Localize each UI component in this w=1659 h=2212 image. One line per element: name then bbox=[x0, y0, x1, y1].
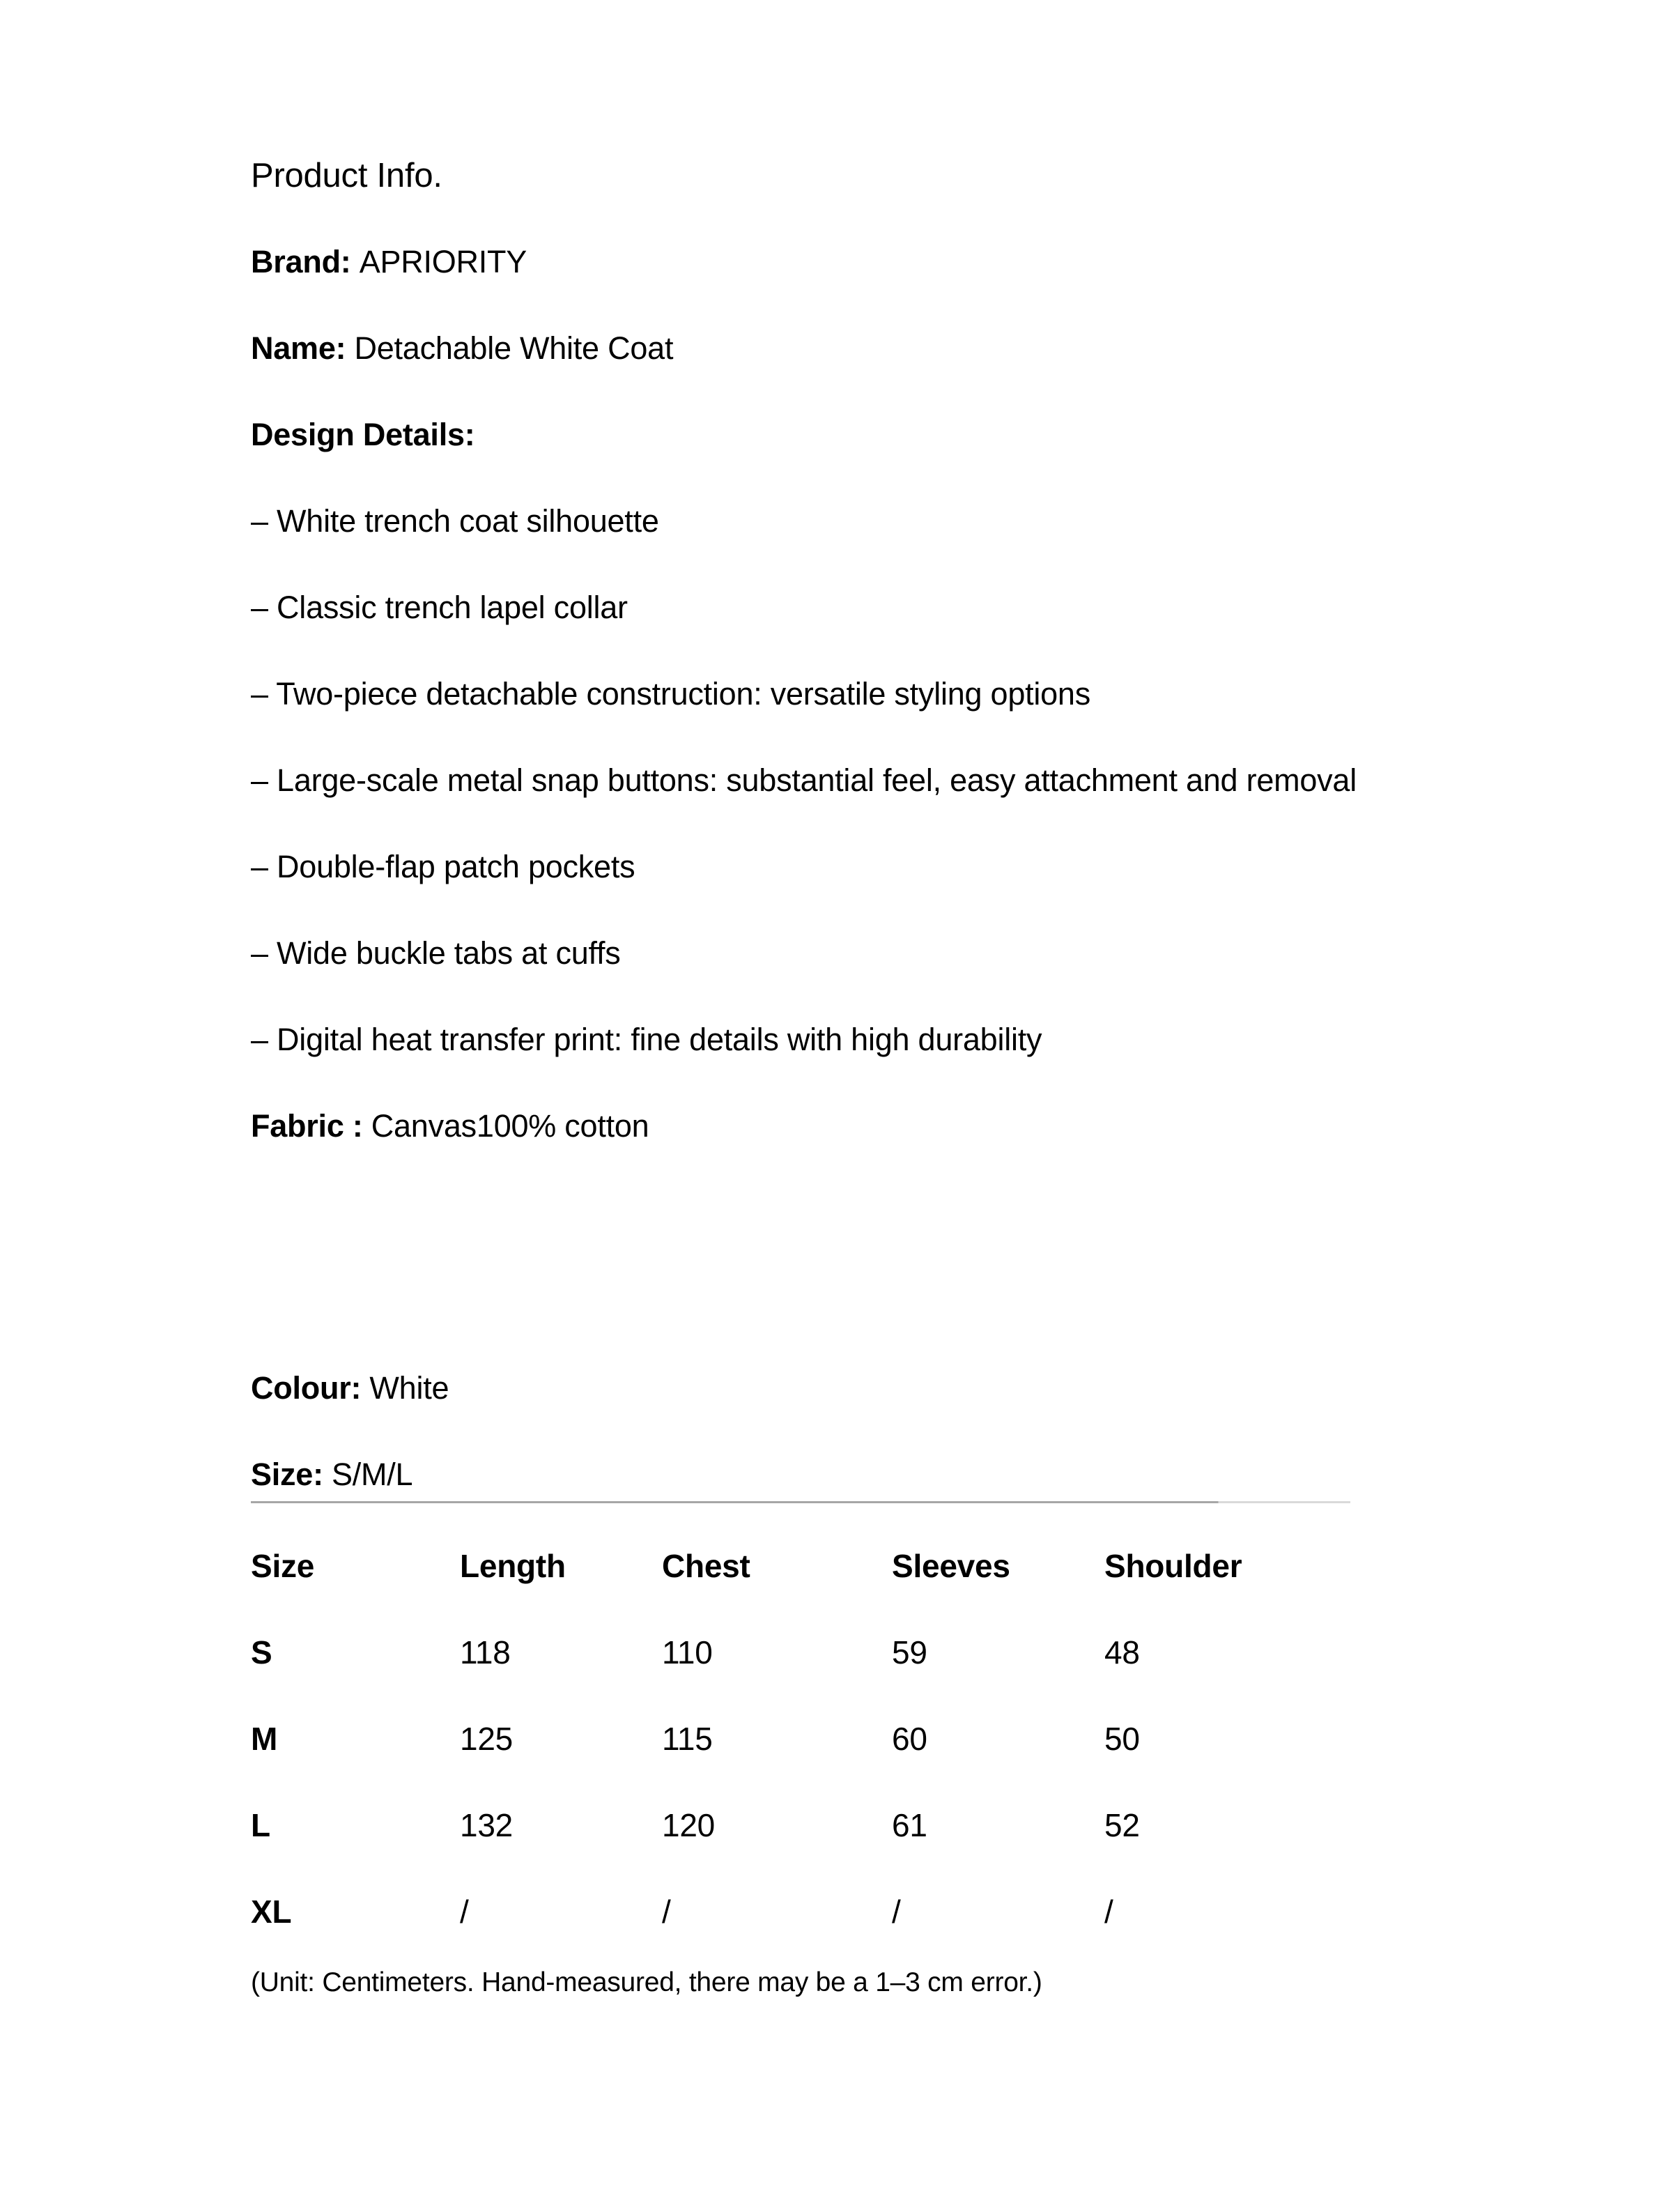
design-details-heading: Design Details: bbox=[251, 417, 475, 452]
colour-field bbox=[251, 1369, 1387, 1408]
column-header-length: Length bbox=[460, 1548, 566, 1584]
colour-value: White bbox=[369, 1370, 449, 1406]
design-detail-item: – Large-scale metal snap buttons: substantial feel, easy attachment and removal bbox=[251, 762, 1357, 798]
column-header-chest: Chest bbox=[662, 1548, 750, 1584]
row-label-m: M bbox=[251, 1721, 278, 1757]
section-gap bbox=[251, 1193, 1387, 1369]
cell-sleeves: 59 bbox=[892, 1634, 927, 1670]
cell-sleeves: 60 bbox=[892, 1721, 927, 1757]
cell-shoulder: 50 bbox=[1104, 1721, 1140, 1757]
design-detail-item: – Digital heat transfer print: fine details with high durability bbox=[251, 1022, 1042, 1057]
brand-value: APRIORITY bbox=[359, 244, 527, 279]
brand-field bbox=[251, 243, 1387, 282]
design-detail-item: – Two-piece detachable construction: versatile styling options bbox=[251, 676, 1090, 712]
cell-sleeves: 61 bbox=[892, 1807, 927, 1843]
cell-sleeves: / bbox=[892, 1894, 901, 1930]
name-label: Name: bbox=[251, 330, 346, 366]
cell-chest: / bbox=[662, 1894, 671, 1930]
cell-chest: 120 bbox=[662, 1807, 716, 1843]
size-field bbox=[251, 1455, 1387, 1494]
cell-shoulder: 48 bbox=[1104, 1634, 1140, 1670]
column-header-size: Size bbox=[251, 1548, 315, 1584]
measurement-note: (Unit: Centimeters. Hand-measured, there may be a 1–3 cm error.) bbox=[251, 1967, 1042, 1997]
horizontal-divider bbox=[251, 1501, 1350, 1503]
size-chart-table bbox=[251, 1523, 1387, 1955]
column-header-sleeves: Sleeves bbox=[892, 1548, 1010, 1584]
page-title: Product Info. bbox=[251, 157, 442, 194]
name-value: Detachable White Coat bbox=[354, 330, 674, 366]
fabric-label: Fabric : bbox=[251, 1108, 363, 1144]
cell-chest: 110 bbox=[662, 1634, 713, 1670]
design-detail-item: – White trench coat silhouette bbox=[251, 503, 659, 539]
column-header-shoulder: Shoulder bbox=[1104, 1548, 1242, 1584]
design-detail-item: – Double-flap patch pockets bbox=[251, 849, 635, 884]
size-value: S/M/L bbox=[331, 1457, 413, 1492]
cell-length: / bbox=[460, 1894, 469, 1930]
size-label: Size: bbox=[251, 1457, 323, 1492]
cell-shoulder: / bbox=[1104, 1894, 1113, 1930]
fabric-value: Canvas100% cotton bbox=[371, 1108, 649, 1144]
colour-label: Colour: bbox=[251, 1370, 362, 1406]
design-detail-item: – Wide buckle tabs at cuffs bbox=[251, 935, 621, 971]
cell-length: 132 bbox=[460, 1807, 514, 1843]
cell-shoulder: 52 bbox=[1104, 1807, 1140, 1843]
cell-length: 118 bbox=[460, 1634, 511, 1670]
row-label-xl: XL bbox=[251, 1894, 292, 1930]
name-field bbox=[251, 329, 1387, 368]
row-label-s: S bbox=[251, 1634, 272, 1670]
fabric-field bbox=[251, 1107, 1387, 1146]
brand-label: Brand: bbox=[251, 244, 351, 279]
row-label-l: L bbox=[251, 1807, 270, 1843]
design-detail-item: – Classic trench lapel collar bbox=[251, 590, 628, 625]
cell-length: 125 bbox=[460, 1721, 514, 1757]
cell-chest: 115 bbox=[662, 1721, 713, 1757]
